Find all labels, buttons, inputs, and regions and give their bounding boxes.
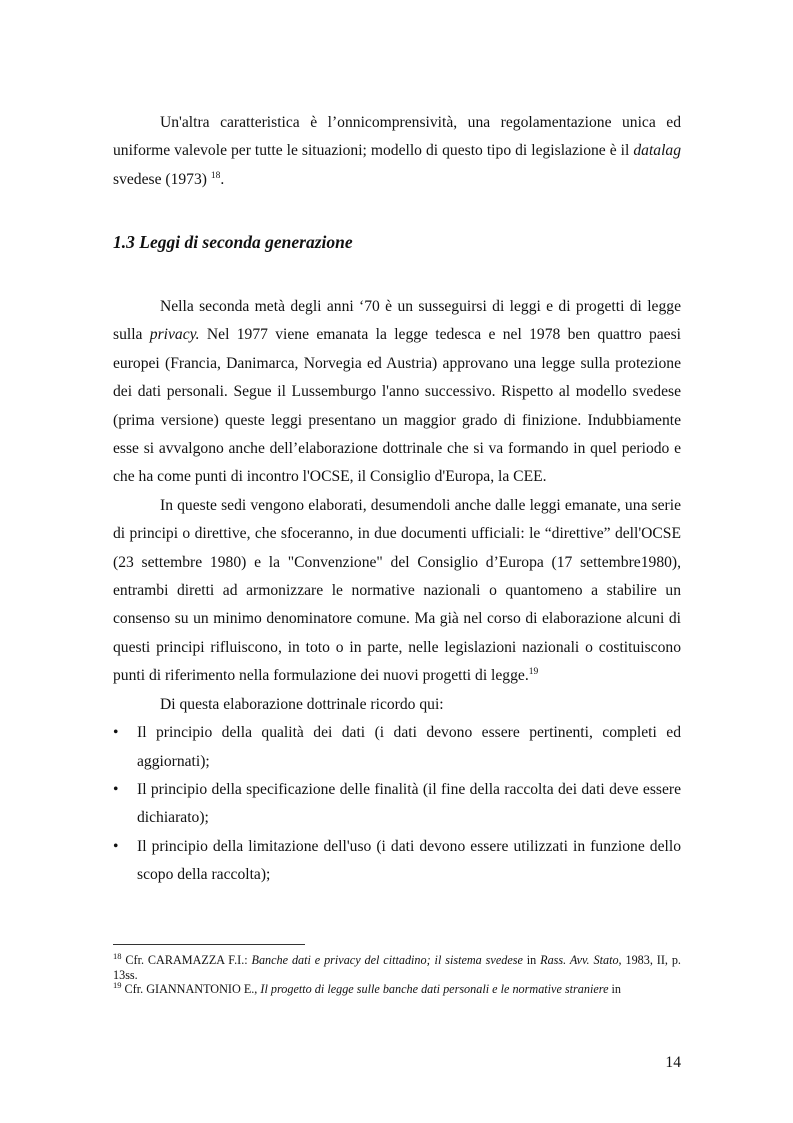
body-paragraph-3: Di questa elaborazione dottrinale ricordo qui: [160, 695, 444, 713]
footnotes-section [113, 944, 681, 997]
footnote-italic: Banche dati e privacy del cittadino; il sistema svedese [251, 953, 523, 967]
principles-list [113, 719, 681, 889]
footnote-text: in [608, 982, 622, 996]
section-heading: 1.3 Leggi di seconda generazione [113, 232, 353, 252]
intro-section [113, 109, 681, 194]
footnote-text: in [522, 953, 541, 967]
intro-text-end: svedese (1973) [113, 170, 211, 188]
list-item: • Il principio della limitazione dell'uso (i dati devono essere utilizzati in funzione dello scopo della raccolta); [113, 833, 681, 890]
footnote-divider [113, 944, 305, 945]
footnote-18 [113, 950, 681, 982]
intro-tail: . [220, 170, 225, 188]
page-number: 14 [665, 1054, 681, 1071]
list-item: • Il principio della qualità dei dati (i dati devono essere pertinenti, completi ed aggiornati); [113, 719, 681, 776]
intro-italic-term: datalag [633, 142, 681, 160]
footnote-number: 18 [113, 950, 122, 961]
body-paragraph-2 [113, 492, 681, 691]
list-item: • Il principio della specificazione delle finalità (il fine della raccolta dei dati deve essere dichiarato); [113, 776, 681, 833]
footnote-italic: Rass. Avv. Stato, [540, 953, 622, 967]
body-p1-text-b: Nel 1977 viene emanata la legge tedesca e nel 1978 ben quattro paesi europei (Francia, Danimarca, Norvegia ed Austria) approvano una legge sulla protezione dei dati personali. Segue il Lussemburgo l'anno successivo. Rispetto al modello svedese (prima versione) queste leggi presentano un maggior grado di finizione. Indubbiamente esse si avvalgono anche dell’elaborazione dottrinale che si va formando in quel periodo e che ha come punti di incontro l'OCSE, il Consiglio d'Europa, la CEE. [113, 326, 681, 486]
body-section [113, 293, 681, 890]
body-paragraph-1 [113, 293, 681, 492]
footnote-text: Cfr. CARAMAZZA F.I.: [121, 953, 252, 967]
body-p2-text: In queste sedi vengono elaborati, desumendoli anche dalle leggi emanate, una serie di principi o direttive, che sfoceranno, in due documenti ufficiali: le “direttive” dell'OCSE (23 settembre 1980) e la "Convenzione" del Consiglio d’Europa (17 settembre1980), entrambi diretti ad armonizzare le normative nazionali o quantomeno a stabilire un consenso su un minimo denominatore comune. Ma già nel corso di elaborazione alcuni di questi principi rifluiscono, in toto o in parte, nelle legislazioni nazionali o costituiscono punti di riferimento nella formulazione dei nuovi progetti di legge. [113, 496, 681, 685]
footnote-text: Cfr. GIANNANTONIO E., [121, 982, 261, 996]
footnote-italic: Il progetto di legge sulle banche dati personali e le normative straniere [260, 982, 609, 996]
body-p1-text-a: Nella seconda metà degli anni ‘70 è un susseguirsi di leggi e di progetti di legge sulla [113, 298, 681, 344]
intro-text: Un'altra caratteristica è l’onnicomprensività, una regolamentazione unica ed uniforme valevole per tutte le situazioni; modello di questo tipo di legislazione è il [113, 114, 681, 160]
footnote-number: 19 [113, 979, 122, 990]
footnote-19 [113, 979, 681, 997]
footnote-ref-18[interactable]: 18 [210, 170, 221, 181]
intro-paragraph [113, 109, 681, 194]
footnote-text: 1983, II, p. 13ss. [113, 953, 681, 982]
body-p1-italic: privacy. [149, 326, 200, 344]
footnote-ref-19[interactable]: 19 [528, 667, 539, 678]
